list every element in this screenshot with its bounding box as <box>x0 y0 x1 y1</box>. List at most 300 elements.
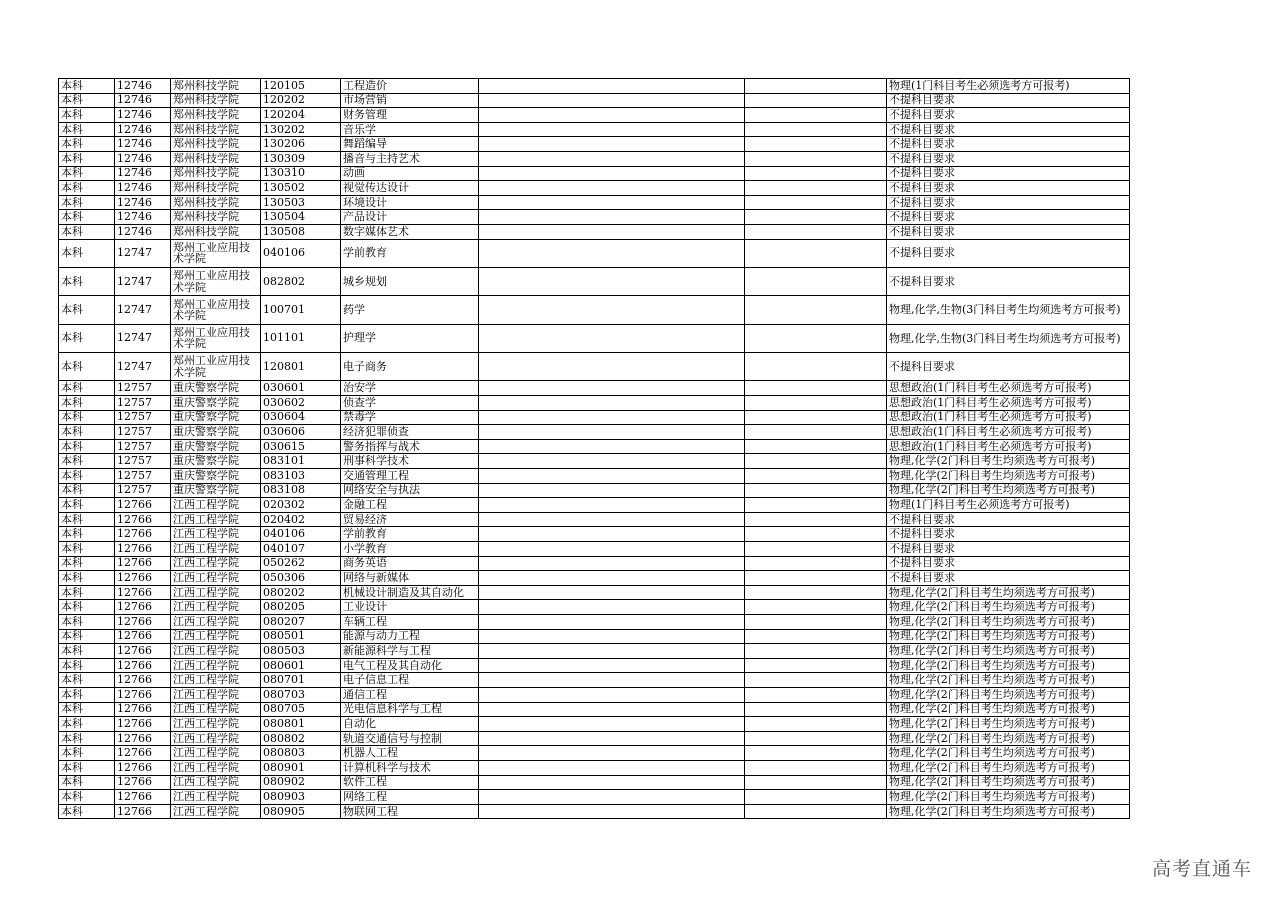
table-row <box>59 673 1130 688</box>
school-code-cell: 12746 <box>115 166 171 181</box>
major-name-cell: 禁毒学 <box>341 410 479 425</box>
school-name-cell: 江西工程学院 <box>171 527 261 542</box>
level-cell: 本科 <box>59 267 115 295</box>
level-cell: 本科 <box>59 239 115 267</box>
school-code-cell: 12766 <box>115 673 171 688</box>
school-name-cell: 江西工程学院 <box>171 644 261 659</box>
major-code-cell: 130310 <box>261 166 341 181</box>
subject-requirement-cell: 物理,化学(2门科目考生均须选考方可报考) <box>887 790 1130 805</box>
blank-cell-a <box>479 108 745 123</box>
table-row <box>59 410 1130 425</box>
major-code-cell: 080802 <box>261 731 341 746</box>
level-cell: 本科 <box>59 731 115 746</box>
blank-cell-b <box>745 396 887 411</box>
major-code-cell: 083101 <box>261 454 341 469</box>
major-code-cell: 130202 <box>261 122 341 137</box>
blank-cell-a <box>479 658 745 673</box>
subject-requirement-cell: 物理,化学(2门科目考生均须选考方可报考) <box>887 775 1130 790</box>
subject-requirement-cell: 不提科目要求 <box>887 542 1130 557</box>
major-name-cell: 动画 <box>341 166 479 181</box>
subject-requirement-cell: 不提科目要求 <box>887 353 1130 381</box>
school-code-cell: 12746 <box>115 224 171 239</box>
subject-requirement-cell: 物理,化学(2门科目考生均须选考方可报考) <box>887 760 1130 775</box>
major-code-cell: 080901 <box>261 760 341 775</box>
blank-cell-b <box>745 746 887 761</box>
table-row <box>59 137 1130 152</box>
blank-cell-a <box>479 629 745 644</box>
subject-requirement-cell: 物理,化学,生物(3门科目考生均须选考方可报考) <box>887 324 1130 352</box>
level-cell: 本科 <box>59 324 115 352</box>
school-name-cell: 江西工程学院 <box>171 790 261 805</box>
major-name-cell: 音乐学 <box>341 122 479 137</box>
blank-cell-b <box>745 166 887 181</box>
table-row <box>59 527 1130 542</box>
level-cell: 本科 <box>59 498 115 513</box>
level-cell: 本科 <box>59 571 115 586</box>
subject-requirement-cell: 不提科目要求 <box>887 224 1130 239</box>
blank-cell-b <box>745 702 887 717</box>
level-cell: 本科 <box>59 644 115 659</box>
school-code-cell: 12747 <box>115 267 171 295</box>
school-code-cell: 12766 <box>115 746 171 761</box>
level-cell: 本科 <box>59 439 115 454</box>
major-name-cell: 轨道交通信号与控制 <box>341 731 479 746</box>
blank-cell-b <box>745 267 887 295</box>
school-name-cell: 江西工程学院 <box>171 760 261 775</box>
level-cell: 本科 <box>59 122 115 137</box>
school-code-cell: 12766 <box>115 790 171 805</box>
major-code-cell: 080202 <box>261 585 341 600</box>
school-name-cell: 江西工程学院 <box>171 658 261 673</box>
subject-requirement-cell: 物理,化学,生物(3门科目考生均须选考方可报考) <box>887 296 1130 324</box>
subject-requirement-cell: 思想政治(1门科目考生必须选考方可报考) <box>887 396 1130 411</box>
blank-cell-b <box>745 614 887 629</box>
subject-requirement-cell: 物理,化学(2门科目考生均须选考方可报考) <box>887 614 1130 629</box>
blank-cell-a <box>479 137 745 152</box>
school-code-cell: 12746 <box>115 137 171 152</box>
subject-requirement-cell: 不提科目要求 <box>887 512 1130 527</box>
major-code-cell: 130309 <box>261 151 341 166</box>
major-name-cell: 通信工程 <box>341 687 479 702</box>
major-code-cell: 030606 <box>261 425 341 440</box>
subject-requirement-cell: 不提科目要求 <box>887 93 1130 108</box>
school-name-cell: 江西工程学院 <box>171 717 261 732</box>
level-cell: 本科 <box>59 760 115 775</box>
school-code-cell: 12766 <box>115 585 171 600</box>
major-code-cell: 080803 <box>261 746 341 761</box>
blank-cell-a <box>479 166 745 181</box>
major-code-cell: 040106 <box>261 239 341 267</box>
table-row <box>59 731 1130 746</box>
school-name-cell: 郑州工业应用技术学院 <box>171 239 261 267</box>
major-code-cell: 130508 <box>261 224 341 239</box>
blank-cell-a <box>479 122 745 137</box>
school-name-cell: 江西工程学院 <box>171 775 261 790</box>
school-name-cell: 江西工程学院 <box>171 600 261 615</box>
blank-cell-b <box>745 527 887 542</box>
school-code-cell: 12746 <box>115 108 171 123</box>
school-code-cell: 12766 <box>115 658 171 673</box>
major-name-cell: 软件工程 <box>341 775 479 790</box>
school-code-cell: 12757 <box>115 396 171 411</box>
school-code-cell: 12757 <box>115 425 171 440</box>
major-code-cell: 030602 <box>261 396 341 411</box>
major-name-cell: 环境设计 <box>341 195 479 210</box>
major-name-cell: 电子信息工程 <box>341 673 479 688</box>
major-code-cell: 120801 <box>261 353 341 381</box>
major-name-cell: 工业设计 <box>341 600 479 615</box>
school-code-cell: 12766 <box>115 498 171 513</box>
major-code-cell: 080903 <box>261 790 341 805</box>
level-cell: 本科 <box>59 108 115 123</box>
school-code-cell: 12766 <box>115 804 171 819</box>
level-cell: 本科 <box>59 454 115 469</box>
school-name-cell: 江西工程学院 <box>171 571 261 586</box>
blank-cell-a <box>479 585 745 600</box>
major-name-cell: 市场营销 <box>341 93 479 108</box>
major-code-cell: 080801 <box>261 717 341 732</box>
table-row <box>59 658 1130 673</box>
major-name-cell: 商务英语 <box>341 556 479 571</box>
blank-cell-a <box>479 324 745 352</box>
school-name-cell: 重庆警察学院 <box>171 410 261 425</box>
school-code-cell: 12757 <box>115 454 171 469</box>
subject-requirement-cell: 物理(1门科目考生必须选考方可报考) <box>887 79 1130 94</box>
major-name-cell: 贸易经济 <box>341 512 479 527</box>
blank-cell-a <box>479 181 745 196</box>
blank-cell-a <box>479 687 745 702</box>
major-code-cell: 100701 <box>261 296 341 324</box>
blank-cell-b <box>745 775 887 790</box>
school-code-cell: 12746 <box>115 122 171 137</box>
level-cell: 本科 <box>59 658 115 673</box>
blank-cell-a <box>479 454 745 469</box>
subject-requirement-cell: 物理(1门科目考生必须选考方可报考) <box>887 498 1130 513</box>
major-name-cell: 城乡规划 <box>341 267 479 295</box>
school-code-cell: 12747 <box>115 296 171 324</box>
blank-cell-a <box>479 527 745 542</box>
school-code-cell: 12757 <box>115 439 171 454</box>
table-body <box>59 79 1130 819</box>
table-row <box>59 108 1130 123</box>
school-name-cell: 江西工程学院 <box>171 542 261 557</box>
school-name-cell: 重庆警察学院 <box>171 396 261 411</box>
major-code-cell: 020402 <box>261 512 341 527</box>
blank-cell-b <box>745 629 887 644</box>
level-cell: 本科 <box>59 702 115 717</box>
school-name-cell: 江西工程学院 <box>171 512 261 527</box>
level-cell: 本科 <box>59 195 115 210</box>
level-cell: 本科 <box>59 410 115 425</box>
major-name-cell: 视觉传达设计 <box>341 181 479 196</box>
major-code-cell: 030601 <box>261 381 341 396</box>
school-name-cell: 郑州科技学院 <box>171 79 261 94</box>
table-row <box>59 804 1130 819</box>
school-name-cell: 郑州工业应用技术学院 <box>171 296 261 324</box>
blank-cell-a <box>479 296 745 324</box>
school-code-cell: 12757 <box>115 469 171 484</box>
blank-cell-b <box>745 512 887 527</box>
school-name-cell: 重庆警察学院 <box>171 381 261 396</box>
subject-requirement-cell: 不提科目要求 <box>887 267 1130 295</box>
blank-cell-b <box>745 122 887 137</box>
blank-cell-b <box>745 542 887 557</box>
school-name-cell: 郑州工业应用技术学院 <box>171 324 261 352</box>
blank-cell-b <box>745 296 887 324</box>
school-name-cell: 重庆警察学院 <box>171 439 261 454</box>
school-code-cell: 12746 <box>115 93 171 108</box>
blank-cell-a <box>479 790 745 805</box>
level-cell: 本科 <box>59 542 115 557</box>
school-code-cell: 12766 <box>115 629 171 644</box>
school-name-cell: 郑州科技学院 <box>171 181 261 196</box>
blank-cell-b <box>745 108 887 123</box>
major-name-cell: 治安学 <box>341 381 479 396</box>
school-name-cell: 郑州工业应用技术学院 <box>171 353 261 381</box>
major-code-cell: 080705 <box>261 702 341 717</box>
major-name-cell: 产品设计 <box>341 210 479 225</box>
level-cell: 本科 <box>59 717 115 732</box>
school-code-cell: 12766 <box>115 556 171 571</box>
subject-requirement-cell: 不提科目要求 <box>887 137 1130 152</box>
table-row <box>59 629 1130 644</box>
school-code-cell: 12766 <box>115 775 171 790</box>
subject-requirement-cell: 不提科目要求 <box>887 122 1130 137</box>
blank-cell-a <box>479 804 745 819</box>
blank-cell-b <box>745 454 887 469</box>
blank-cell-a <box>479 210 745 225</box>
subject-requirement-cell: 物理,化学(2门科目考生均须选考方可报考) <box>887 717 1130 732</box>
subject-requirement-cell: 不提科目要求 <box>887 166 1130 181</box>
table-row <box>59 396 1130 411</box>
table-row <box>59 224 1130 239</box>
major-code-cell: 040106 <box>261 527 341 542</box>
table-row <box>59 702 1130 717</box>
major-name-cell: 学前教育 <box>341 527 479 542</box>
blank-cell-b <box>745 644 887 659</box>
level-cell: 本科 <box>59 93 115 108</box>
table-row <box>59 381 1130 396</box>
blank-cell-b <box>745 195 887 210</box>
school-name-cell: 江西工程学院 <box>171 731 261 746</box>
table-row <box>59 210 1130 225</box>
table-row <box>59 614 1130 629</box>
blank-cell-b <box>745 658 887 673</box>
major-code-cell: 130504 <box>261 210 341 225</box>
school-code-cell: 12766 <box>115 527 171 542</box>
major-code-cell: 083108 <box>261 483 341 498</box>
subject-requirement-cell: 物理,化学(2门科目考生均须选考方可报考) <box>887 804 1130 819</box>
blank-cell-b <box>745 425 887 440</box>
blank-cell-b <box>745 410 887 425</box>
table-row <box>59 746 1130 761</box>
major-code-cell: 080701 <box>261 673 341 688</box>
blank-cell-b <box>745 93 887 108</box>
blank-cell-a <box>479 775 745 790</box>
school-code-cell: 12757 <box>115 410 171 425</box>
table-row <box>59 425 1130 440</box>
blank-cell-a <box>479 512 745 527</box>
table-row <box>59 644 1130 659</box>
subject-requirement-cell: 物理,化学(2门科目考生均须选考方可报考) <box>887 600 1130 615</box>
major-name-cell: 电子商务 <box>341 353 479 381</box>
subject-requirement-cell: 物理,化学(2门科目考生均须选考方可报考) <box>887 585 1130 600</box>
subject-requirement-cell: 不提科目要求 <box>887 571 1130 586</box>
major-code-cell: 050306 <box>261 571 341 586</box>
blank-cell-b <box>745 687 887 702</box>
school-code-cell: 12766 <box>115 571 171 586</box>
blank-cell-b <box>745 353 887 381</box>
subject-requirement-cell: 不提科目要求 <box>887 151 1130 166</box>
blank-cell-a <box>479 483 745 498</box>
level-cell: 本科 <box>59 181 115 196</box>
major-code-cell: 080207 <box>261 614 341 629</box>
blank-cell-b <box>745 79 887 94</box>
school-code-cell: 12747 <box>115 353 171 381</box>
subject-requirement-cell: 物理,化学(2门科目考生均须选考方可报考) <box>887 483 1130 498</box>
school-code-cell: 12757 <box>115 483 171 498</box>
level-cell: 本科 <box>59 600 115 615</box>
major-name-cell: 工程造价 <box>341 79 479 94</box>
subject-requirement-cell: 不提科目要求 <box>887 239 1130 267</box>
school-name-cell: 江西工程学院 <box>171 556 261 571</box>
table-row <box>59 267 1130 295</box>
school-name-cell: 郑州科技学院 <box>171 166 261 181</box>
school-code-cell: 12766 <box>115 614 171 629</box>
blank-cell-b <box>745 673 887 688</box>
major-code-cell: 080905 <box>261 804 341 819</box>
school-code-cell: 12766 <box>115 644 171 659</box>
major-name-cell: 计算机科学与技术 <box>341 760 479 775</box>
level-cell: 本科 <box>59 151 115 166</box>
blank-cell-a <box>479 224 745 239</box>
table-row <box>59 151 1130 166</box>
level-cell: 本科 <box>59 137 115 152</box>
major-code-cell: 120204 <box>261 108 341 123</box>
blank-cell-a <box>479 353 745 381</box>
major-name-cell: 能源与动力工程 <box>341 629 479 644</box>
blank-cell-a <box>479 469 745 484</box>
blank-cell-a <box>479 614 745 629</box>
school-code-cell: 12746 <box>115 210 171 225</box>
blank-cell-b <box>745 324 887 352</box>
table-row <box>59 483 1130 498</box>
major-code-cell: 080902 <box>261 775 341 790</box>
table-row <box>59 239 1130 267</box>
table-row <box>59 717 1130 732</box>
subject-requirement-cell: 不提科目要求 <box>887 210 1130 225</box>
school-name-cell: 重庆警察学院 <box>171 425 261 440</box>
subject-requirement-cell: 不提科目要求 <box>887 195 1130 210</box>
major-code-cell: 120202 <box>261 93 341 108</box>
subject-requirement-cell: 思想政治(1门科目考生必须选考方可报考) <box>887 439 1130 454</box>
level-cell: 本科 <box>59 746 115 761</box>
level-cell: 本科 <box>59 673 115 688</box>
level-cell: 本科 <box>59 687 115 702</box>
major-name-cell: 学前教育 <box>341 239 479 267</box>
major-code-cell: 130503 <box>261 195 341 210</box>
table-row <box>59 790 1130 805</box>
school-code-cell: 12766 <box>115 512 171 527</box>
table-row <box>59 353 1130 381</box>
table-row <box>59 166 1130 181</box>
major-name-cell: 数字媒体艺术 <box>341 224 479 239</box>
school-name-cell: 重庆警察学院 <box>171 454 261 469</box>
table-row <box>59 585 1130 600</box>
blank-cell-a <box>479 673 745 688</box>
school-name-cell: 郑州工业应用技术学院 <box>171 267 261 295</box>
subject-requirement-cell: 不提科目要求 <box>887 108 1130 123</box>
blank-cell-b <box>745 151 887 166</box>
blank-cell-a <box>479 542 745 557</box>
major-code-cell: 130206 <box>261 137 341 152</box>
blank-cell-a <box>479 267 745 295</box>
subject-requirement-cell: 物理,化学(2门科目考生均须选考方可报考) <box>887 658 1130 673</box>
subject-requirement-cell: 物理,化学(2门科目考生均须选考方可报考) <box>887 644 1130 659</box>
school-name-cell: 江西工程学院 <box>171 629 261 644</box>
school-code-cell: 12766 <box>115 687 171 702</box>
major-code-cell: 020302 <box>261 498 341 513</box>
blank-cell-a <box>479 410 745 425</box>
subject-requirement-cell: 思想政治(1门科目考生必须选考方可报考) <box>887 410 1130 425</box>
school-name-cell: 江西工程学院 <box>171 746 261 761</box>
major-name-cell: 播音与主持艺术 <box>341 151 479 166</box>
major-code-cell: 030604 <box>261 410 341 425</box>
major-name-cell: 药学 <box>341 296 479 324</box>
school-name-cell: 郑州科技学院 <box>171 210 261 225</box>
blank-cell-b <box>745 381 887 396</box>
school-name-cell: 江西工程学院 <box>171 585 261 600</box>
major-code-cell: 080205 <box>261 600 341 615</box>
major-code-cell: 130502 <box>261 181 341 196</box>
blank-cell-a <box>479 195 745 210</box>
blank-cell-a <box>479 151 745 166</box>
school-name-cell: 江西工程学院 <box>171 804 261 819</box>
table-row <box>59 296 1130 324</box>
major-name-cell: 网络安全与执法 <box>341 483 479 498</box>
major-name-cell: 机器人工程 <box>341 746 479 761</box>
blank-cell-b <box>745 224 887 239</box>
table-row <box>59 79 1130 94</box>
major-code-cell: 080703 <box>261 687 341 702</box>
school-name-cell: 江西工程学院 <box>171 687 261 702</box>
blank-cell-b <box>745 556 887 571</box>
major-name-cell: 金融工程 <box>341 498 479 513</box>
major-code-cell: 040107 <box>261 542 341 557</box>
subject-requirement-cell: 物理,化学(2门科目考生均须选考方可报考) <box>887 673 1130 688</box>
level-cell: 本科 <box>59 79 115 94</box>
major-name-cell: 新能源科学与工程 <box>341 644 479 659</box>
level-cell: 本科 <box>59 166 115 181</box>
school-name-cell: 重庆警察学院 <box>171 483 261 498</box>
blank-cell-a <box>479 731 745 746</box>
table-row <box>59 556 1130 571</box>
school-code-cell: 12766 <box>115 717 171 732</box>
table-row <box>59 454 1130 469</box>
blank-cell-a <box>479 556 745 571</box>
school-code-cell: 12766 <box>115 542 171 557</box>
blank-cell-b <box>745 181 887 196</box>
blank-cell-a <box>479 760 745 775</box>
major-name-cell: 自动化 <box>341 717 479 732</box>
table-row <box>59 775 1130 790</box>
level-cell: 本科 <box>59 804 115 819</box>
subject-requirement-cell: 思想政治(1门科目考生必须选考方可报考) <box>887 425 1130 440</box>
level-cell: 本科 <box>59 790 115 805</box>
major-code-cell: 080501 <box>261 629 341 644</box>
blank-cell-a <box>479 600 745 615</box>
school-code-cell: 12747 <box>115 324 171 352</box>
